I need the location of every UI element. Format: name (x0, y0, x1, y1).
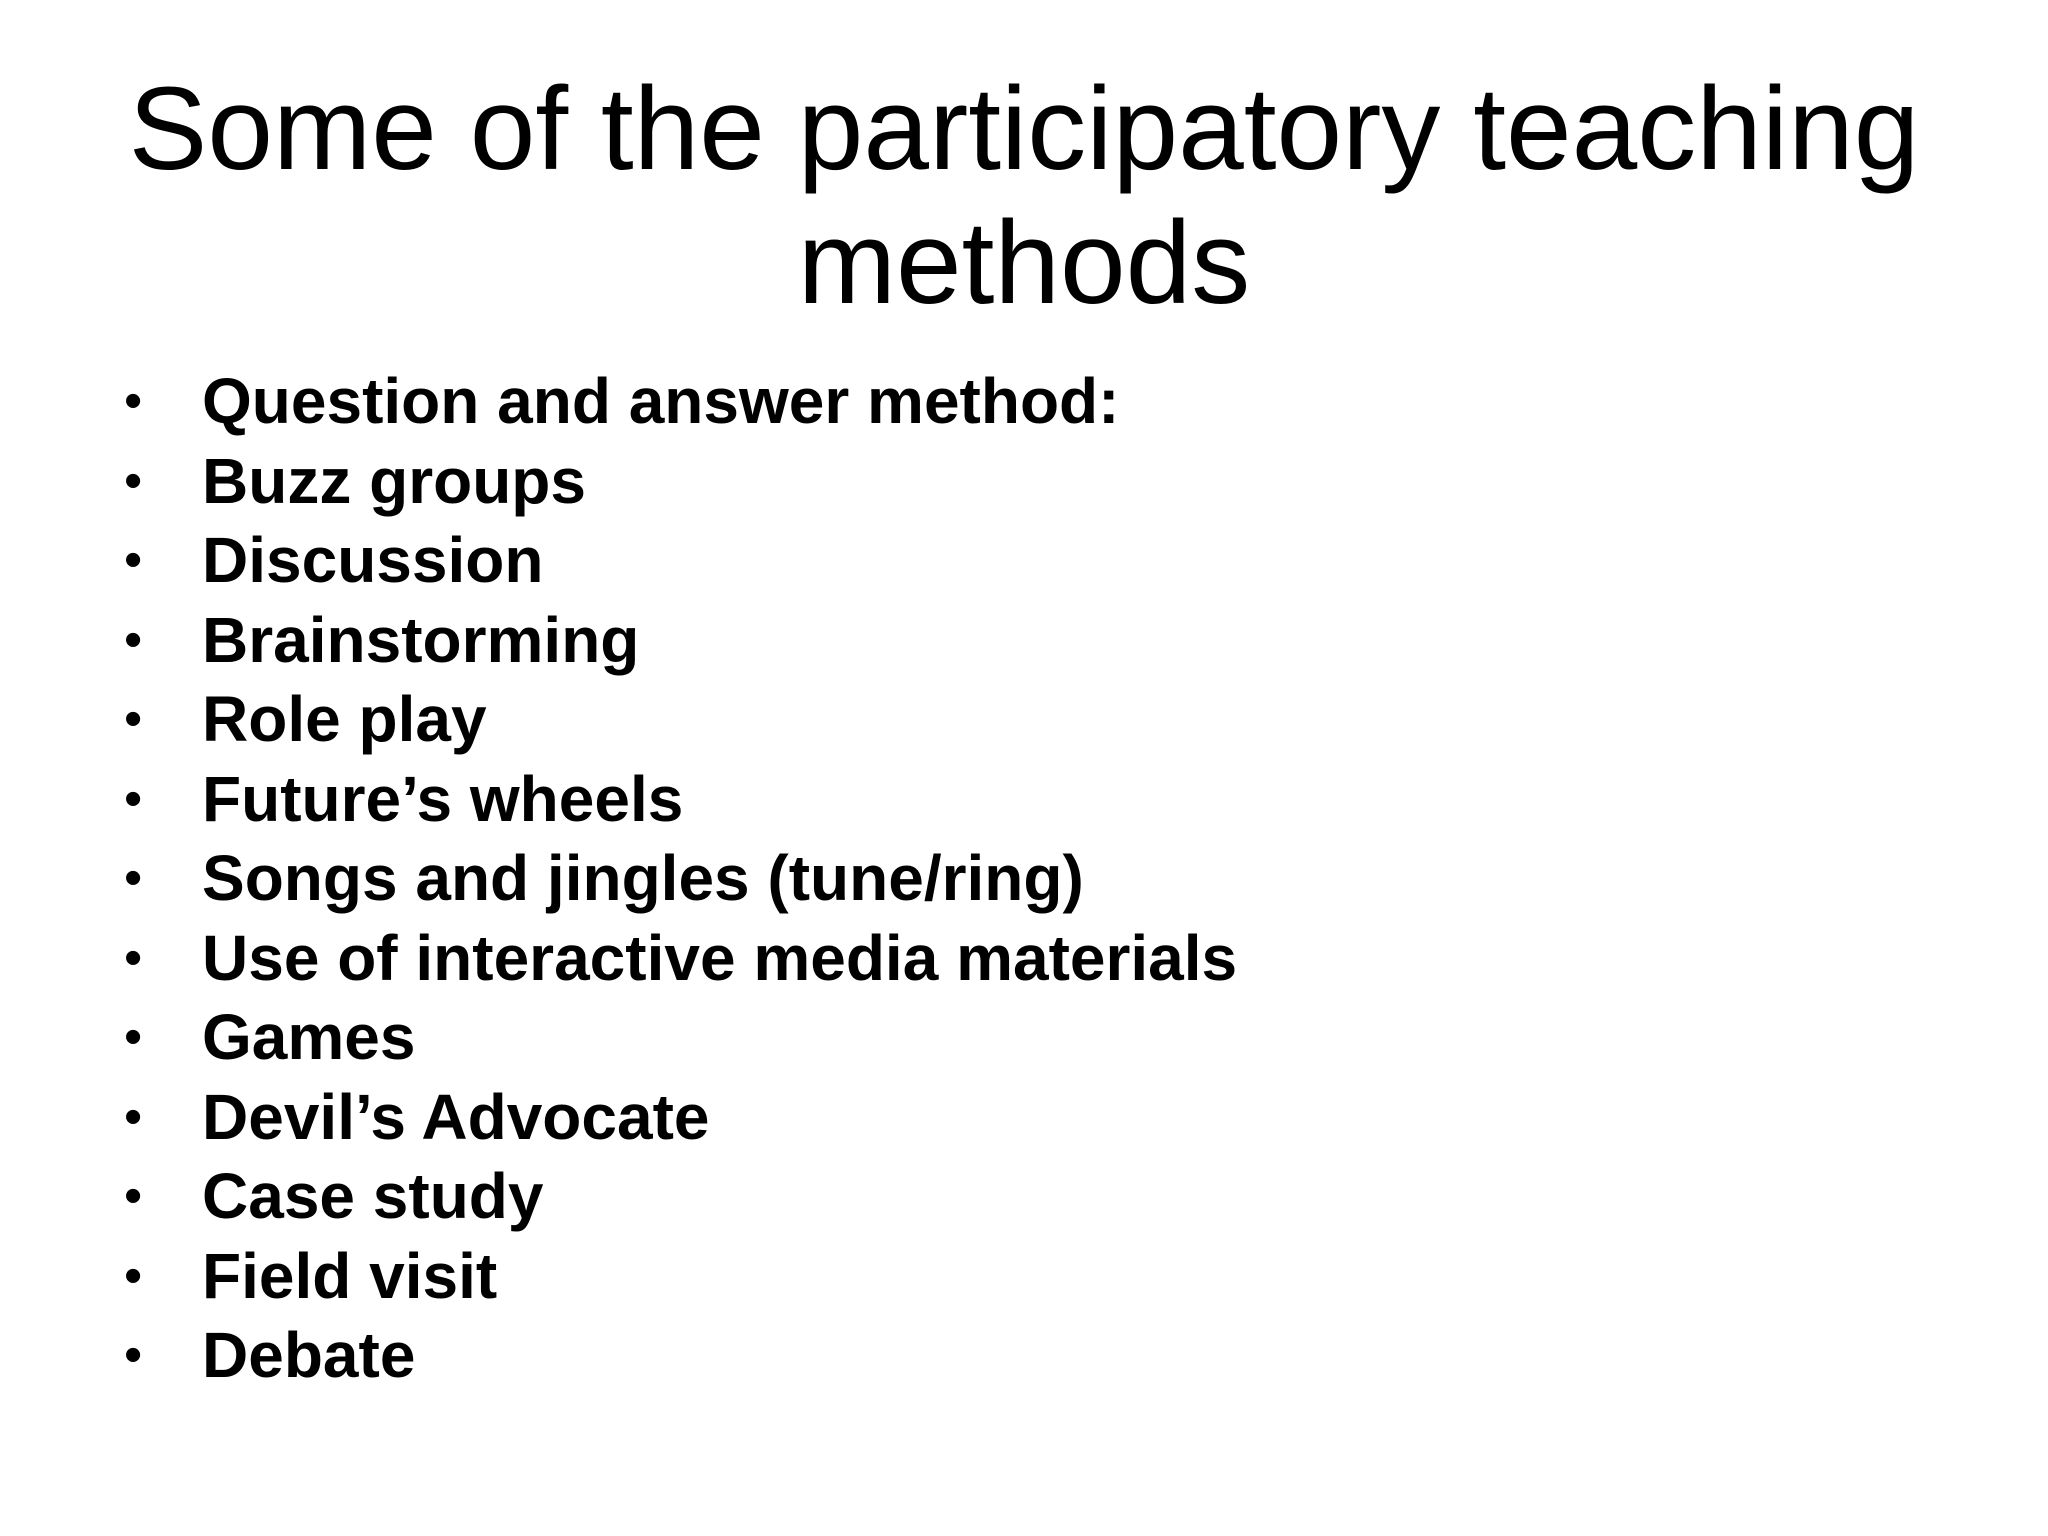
list-item (120, 442, 1237, 522)
list-item (120, 1237, 1237, 1317)
bullet-icon: • (124, 1246, 143, 1305)
bullet-list (120, 362, 1237, 1396)
bullet-text: Field visit (202, 1239, 498, 1312)
bullet-text: Future’s wheels (202, 762, 684, 835)
list-item (120, 601, 1237, 681)
list-item (120, 1316, 1237, 1396)
bullet-icon: • (124, 1326, 143, 1384)
list-item (120, 919, 1237, 999)
bullet-text: Devil’s Advocate (202, 1080, 710, 1153)
bullet-icon: • (124, 372, 143, 430)
bullet-text: Debate (202, 1319, 416, 1391)
bullet-icon: • (124, 531, 143, 589)
bullet-icon: • (124, 928, 143, 987)
bullet-icon: • (124, 690, 143, 748)
bullet-text: Case study (202, 1160, 544, 1232)
bullet-icon: • (124, 1087, 143, 1146)
list-item (120, 839, 1237, 919)
list-item (120, 362, 1237, 442)
bullet-icon: • (124, 1008, 143, 1066)
bullet-text: Discussion (202, 524, 544, 596)
bullet-text: Question and answer method: (202, 365, 1120, 437)
bullet-text: Buzz groups (202, 444, 586, 517)
bullet-icon: • (124, 1167, 143, 1225)
list-item (120, 680, 1237, 760)
bullet-text: Games (202, 1001, 416, 1073)
list-item (120, 760, 1237, 840)
bullet-icon: • (124, 849, 143, 907)
list-item (120, 998, 1237, 1078)
list-item (120, 1078, 1237, 1158)
list-item (120, 521, 1237, 601)
bullet-text: Brainstorming (202, 603, 640, 676)
bullet-icon: • (124, 769, 143, 828)
slide-title: Some of the participatory teaching methods (128, 63, 1920, 329)
bullet-icon: • (124, 610, 143, 669)
bullet-text: Use of interactive media materials (202, 921, 1238, 994)
bullet-text: Songs and jingles (tune/ring) (202, 842, 1084, 914)
bullet-text: Role play (202, 683, 487, 755)
bullet-icon: • (124, 451, 143, 510)
list-item (120, 1157, 1237, 1237)
